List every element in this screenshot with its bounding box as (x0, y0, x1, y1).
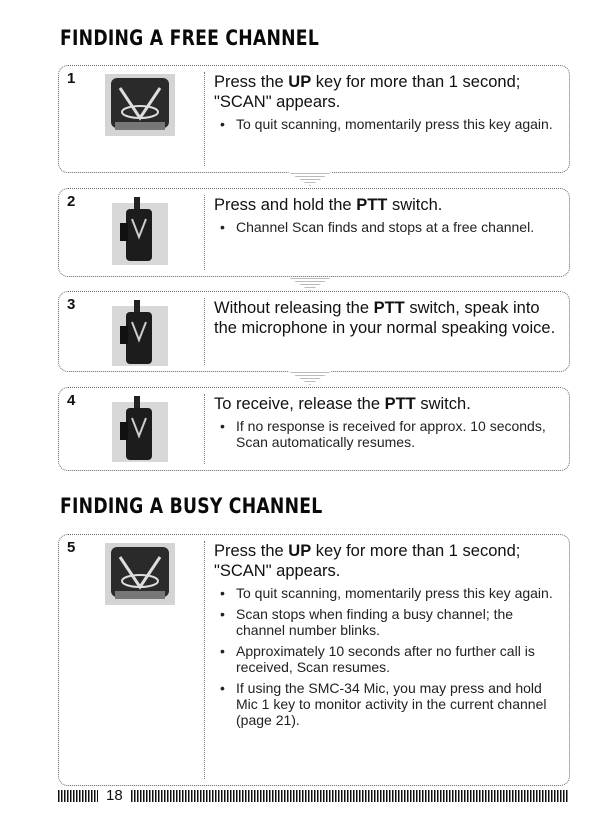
step-box-4 (58, 387, 570, 471)
footer-bar-left (58, 790, 98, 802)
step-divider (204, 72, 205, 166)
step-note: • To quit scanning, momentarily press this key again. (214, 116, 559, 132)
step-instruction: To receive, release the PTT switch. (214, 395, 471, 413)
step-note: • If no response is received for approx. 10 seconds, Scan automatically resumes. (214, 418, 559, 450)
step-note: • Channel Scan finds and stops at a free channel. (214, 219, 559, 235)
step-box-1 (58, 65, 570, 173)
step-box-2 (58, 188, 570, 277)
step-box-5 (58, 534, 570, 786)
section-heading-busy-channel: FINDING A BUSY CHANNEL (60, 494, 323, 518)
step-connector-arrow (288, 172, 332, 186)
step-number: 3 (67, 296, 76, 313)
step-box-3 (58, 291, 570, 372)
step-number: 5 (67, 539, 76, 556)
step-divider (204, 195, 205, 270)
section-heading-free-channel: FINDING A FREE CHANNEL (60, 26, 320, 50)
step-note: • Approximately 10 seconds after no further call is received, Scan resumes. (214, 643, 559, 675)
page-footer (58, 789, 568, 803)
step-number: 1 (67, 70, 76, 87)
step-connector-arrow (288, 371, 332, 385)
step-divider (204, 394, 205, 464)
step-number: 4 (67, 392, 76, 409)
step-instruction: Press the UP key for more than 1 second; "SCAN" appears. (214, 73, 521, 111)
page-number: 18 (106, 787, 123, 804)
step-connector-arrow (288, 277, 332, 291)
ptt-radio-icon (81, 396, 199, 464)
footer-bar-right (131, 790, 568, 802)
up-key-icon (81, 543, 199, 605)
step-note: • If using the SMC-34 Mic, you may press and hold Mic 1 key to monitor activity in the current channel (page 21). (214, 680, 559, 728)
step-number: 2 (67, 193, 76, 210)
ptt-radio-icon (81, 300, 199, 368)
step-instruction: Press the UP key for more than 1 second; "SCAN" appears. (214, 542, 521, 580)
step-divider (204, 541, 205, 779)
up-key-icon (81, 74, 199, 136)
step-note: • To quit scanning, momentarily press this key again. (214, 585, 559, 601)
step-instruction: Press and hold the PTT switch. (214, 196, 443, 214)
step-note: • Scan stops when finding a busy channel; the channel number blinks. (214, 606, 559, 638)
ptt-radio-icon (81, 197, 199, 267)
step-divider (204, 298, 205, 365)
step-instruction: Without releasing the PTT switch, speak into the microphone in your normal speaking voice. (214, 299, 556, 337)
